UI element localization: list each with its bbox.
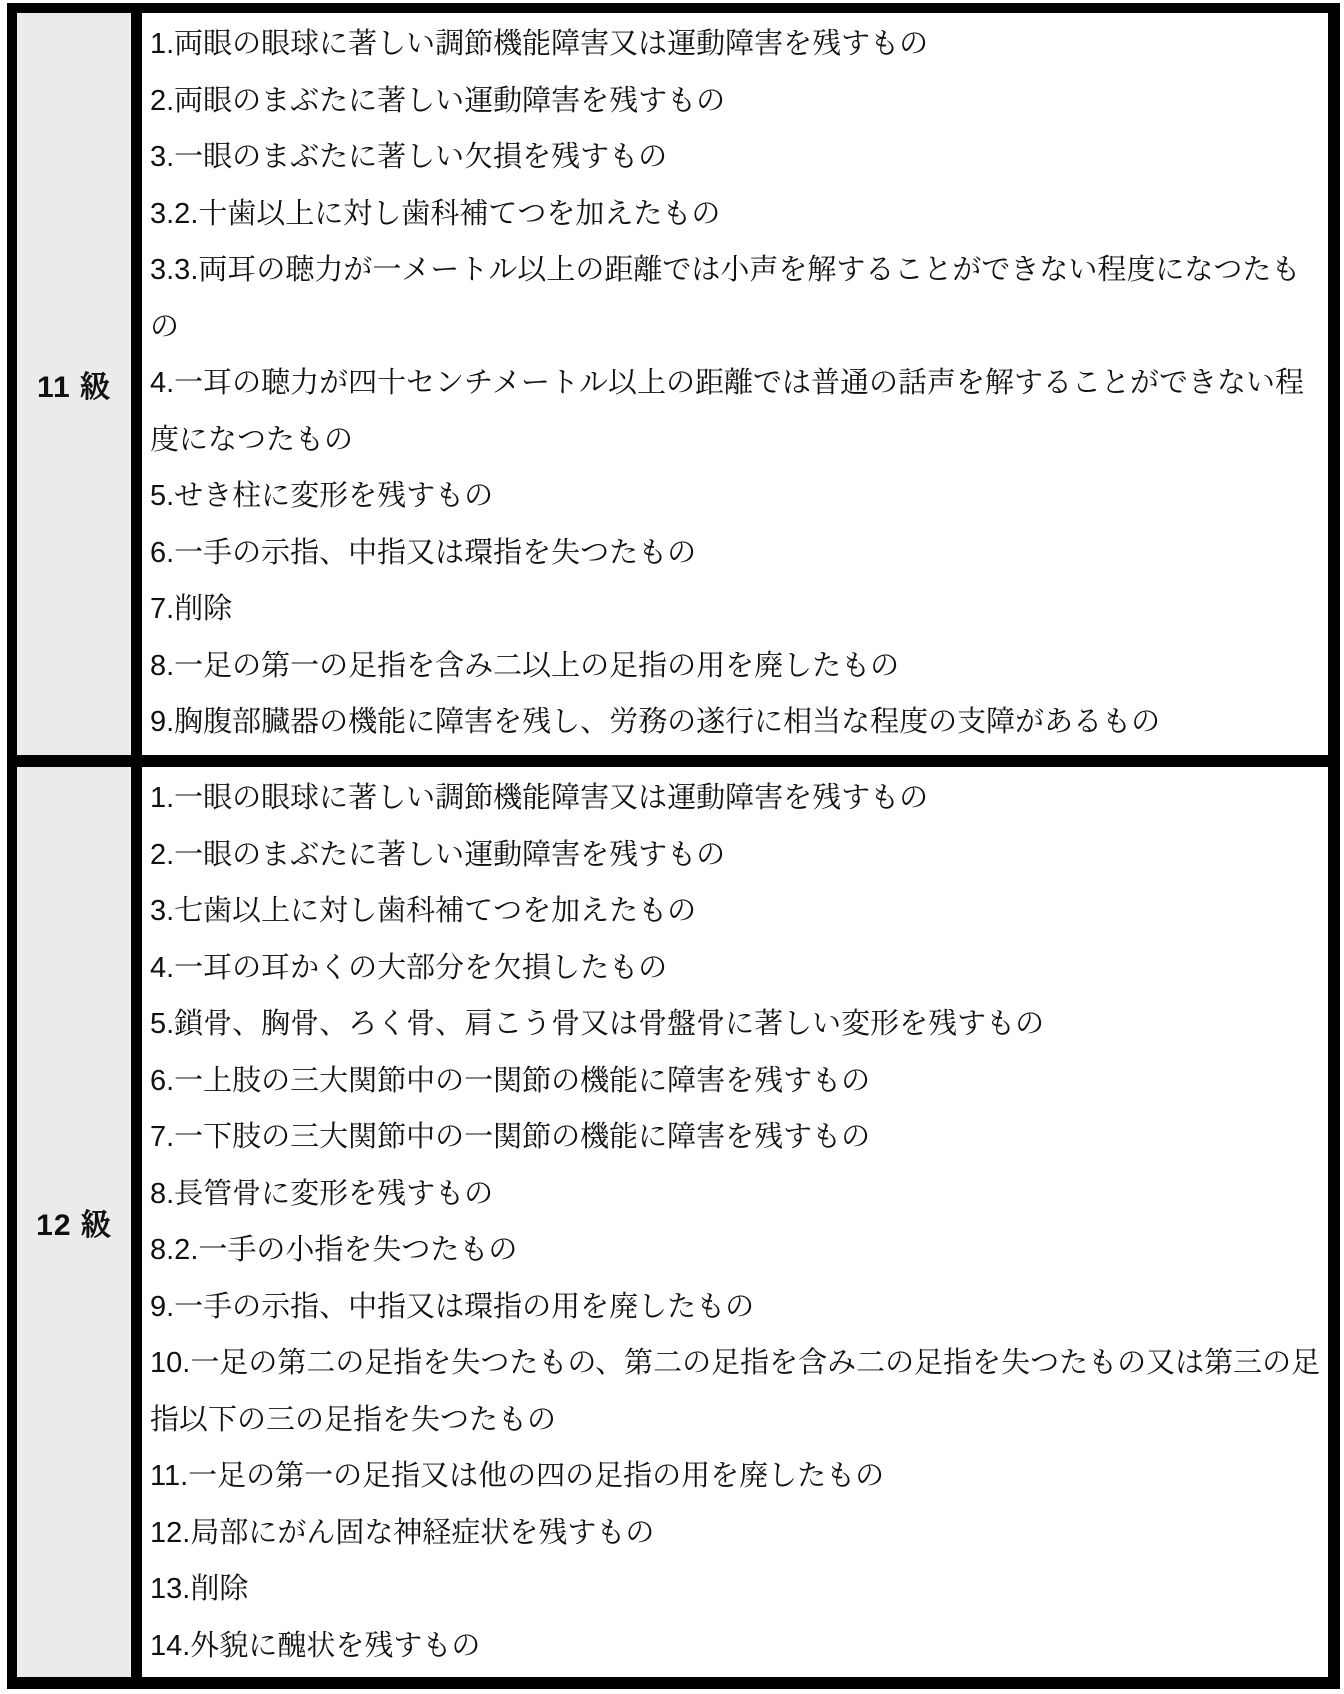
grade-row — [17, 755, 1328, 1677]
grade-item: 10.一足の第二の足指を失つたもの、第二の足指を含み二の足指を失つたもの又は第三の足指以下の三の足指を失つたもの — [150, 1347, 1321, 1436]
grade-item: 6.一上肢の三大関節中の一関節の機能に障害を残すもの — [150, 1064, 871, 1097]
grade-item: 11.一足の第一の足指又は他の四の足指の用を廃したもの — [150, 1460, 885, 1492]
grade-label: 11 級 — [36, 371, 112, 404]
grade-item: 8.一足の第一の足指を含み二以上の足指の用を廃したもの — [150, 649, 900, 682]
disability-grade-table — [7, 3, 1340, 1689]
grade-item: 5.せき柱に変形を残すもの — [150, 480, 494, 512]
grade-item: 14.外貌に醜状を残すもの — [150, 1629, 481, 1662]
grade-row — [17, 13, 1328, 755]
grade-items-cell — [142, 767, 1328, 1677]
grade-item: 2.一眼のまぶたに著しい運動障害を残すもの — [150, 838, 726, 871]
grade-item: 12.局部にがん固な神経症状を残すもの — [150, 1516, 655, 1549]
grade-label: 12 級 — [36, 1209, 112, 1242]
grade-item: 7.削除 — [150, 593, 233, 625]
grade-item: 3.2.十歯以上に対し歯科補てつを加えたもの — [150, 197, 721, 230]
grade-item: 3.一眼のまぶたに著しい欠損を残すもの — [150, 141, 668, 173]
grade-item: 6.一手の示指、中指又は環指を失つたもの — [150, 536, 697, 569]
grade-item: 9.一手の示指、中指又は環指の用を廃したもの — [150, 1290, 755, 1323]
grade-item: 4.一耳の耳かくの大部分を欠損したもの — [150, 951, 668, 984]
grade-label-cell — [17, 767, 142, 1677]
grade-item: 8.2.一手の小指を失つたもの — [150, 1234, 518, 1266]
grade-label-cell — [17, 13, 142, 755]
grade-item: 8.長管骨に変形を残すもの — [150, 1177, 494, 1210]
grade-item: 1.両眼の眼球に著しい調節機能障害又は運動障害を残すもの — [150, 28, 929, 60]
grade-items-cell — [142, 13, 1328, 755]
grade-item: 1.一眼の眼球に著しい調節機能障害又は運動障害を残すもの — [150, 782, 929, 814]
grade-item: 5.鎖骨、胸骨、ろく骨、肩こう骨又は骨盤骨に著しい変形を残すもの — [150, 1008, 1045, 1040]
grade-item: 4.一耳の聴力が四十センチメートル以上の距離では普通の話声を解することができない程度になつたもの — [150, 367, 1305, 456]
grade-item: 2.両眼のまぶたに著しい運動障害を残すもの — [150, 84, 726, 117]
grade-item: 13.削除 — [150, 1573, 249, 1605]
grade-item: 7.一下肢の三大関節中の一関節の機能に障害を残すもの — [150, 1121, 871, 1153]
grade-item: 9.胸腹部臓器の機能に障害を残し、労務の遂行に相当な程度の支障があるもの — [150, 706, 1161, 738]
grade-item: 3.3.両耳の聴力が一メートル以上の距離では小声を解することができない程度になつたもの — [150, 254, 1301, 343]
grade-item: 3.七歯以上に対し歯科補てつを加えたもの — [150, 895, 697, 927]
